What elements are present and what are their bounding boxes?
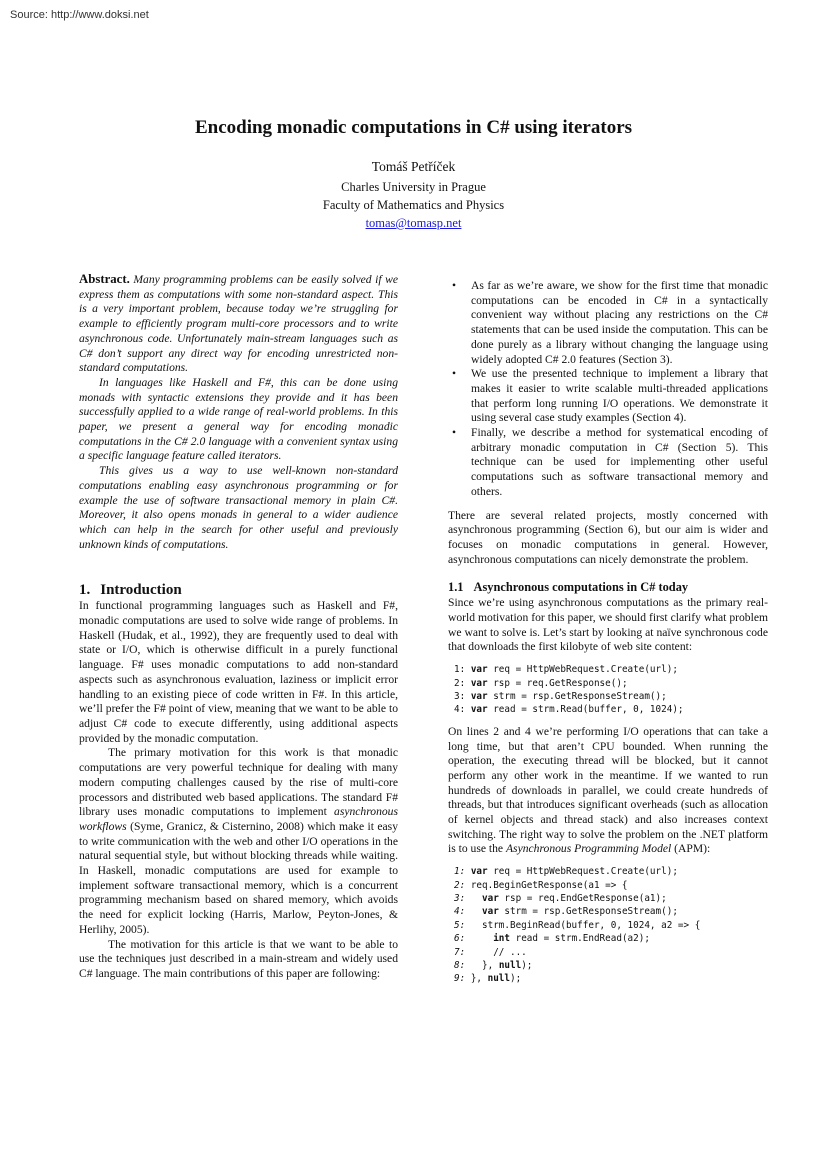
code-line: 7: // ... [454,946,527,958]
async-paragraph-2-emphasis: Asynchronous Programming Model [505,842,672,856]
author-block [0,158,827,232]
subsection-heading-async [448,579,768,595]
author-email-link[interactable]: tomas@tomasp.net [365,216,462,230]
section-number: 1. [79,582,91,599]
code-listing-sync [454,663,768,717]
intro-paragraph-2-text-b: (Syme, Granicz, & Cisternino, 2008) which make it easy to write communication with the web and other I/O operations in the natural sequential style, but without blocking threads while waiting. In Haskell, monadic computations are used for example to implement software transactional memory, which is a concurrent programming mechanism based on shared memory, which avoids the need for explicit locking (Harris, Marlow, Peyton-Jones, & Herlihy, 2005). [79,819,398,936]
code-line: 3: var strm = rsp.GetResponseStream(); [454,690,667,702]
intro-paragraph-3: The motivation for this article is that we want to be able to use the techniques just described in a main-stream and widely used C# language. The main contributions of this paper are following: [79,937,398,980]
code-line: 2: req.BeginGetResponse(a1 => { [454,879,628,891]
intro-paragraph-2 [79,746,398,937]
abstract-paragraph-3: This gives us a way to use well-known non-standard computations enabling easy asynchronous programming or for example the use of software transactional memory in plain C#. Moreover, it also opens monads in general to a wider audience which can help in the search for other useful and previously unknown kinds of computations. [79,464,398,551]
async-paragraph-2-text-b: (APM): [671,842,711,856]
code-line: 8: }, null); [454,959,533,971]
list-item-text: Finally, we describe a method for systematical encoding of arbitrary monadic computation in C# (Section 5). This technique can be used for implementing other useful computations such as software transactional memory and others. [471,426,768,498]
code-line: 2: var rsp = req.GetResponse(); [454,677,628,689]
list-item [448,279,768,367]
list-item-text: As far as we’re aware, we show for the first time that monadic computations can be encoded in C# in a syntactically convenient way without placing any restrictions on the C# statements that can be used inside the computation. This can be done purely as a library without changing the language using widely adopted C# 2.0 features (Section 3). [471,279,768,366]
intro-paragraph-1: In functional programming languages such as Haskell and F#, monadic computations are used to solve wide range of problems. In Haskell (Hudak, et al., 1992), they are frequently used to deal with state or I/O, which is otherwise difficult in a purely functional language. F# uses monadic computations to add non-standard aspects such as asynchronous evaluation, laziness or implicit error handling to an existing piece of code written in F#. In this article, we’ll prefer the F# point of view, meaning that we want to be able to adjust C# code to execute differently, using additional aspects provided by the monadic computation. [79,599,398,745]
code-line: 5: strm.BeginRead(buffer, 0, 1024, a2 => { [454,919,701,931]
code-listing-apm [454,865,768,986]
async-paragraph-2 [448,725,768,857]
abstract-paragraph-1: Many programming problems can be easily solved if we express them as computations with some non-standard aspect. This is a very important problem, because today we’re struggling for example to efficiently program multi-core processors and to write asynchronous code. Unfortunately main-stream languages such as C# don’t support any direct way for encoding unrestricted non-standard computations. [79,273,398,375]
list-item [448,426,768,500]
bullet-icon: • [452,279,457,292]
paper-title: Encoding monadic computations in C# using iterators [194,117,633,138]
affiliation-university: Charles University in Prague [341,180,486,194]
left-column [79,272,398,982]
list-item-text: We use the presented technique to implement a library that makes it easier to write scalable multi-threaded applications that perform long running I/O operations. We demonstrate it using several case study examples (Section 4). [471,367,768,425]
source-label: Source: http://www.doksi.net [10,9,149,21]
async-paragraph-2-text: On lines 2 and 4 we’re performing I/O operations that can take a long time, but that aren’t CPU bounded. When running the operation, the executing thread will be blocked, but it cannot perform any other work in the meantime. If we wanted to run hundreds of downloads in parallel, we could create hundreds of threads, but that introduces significant overheads (such as allocation of kernel objects and thread stack) and also increases context switching. The right way to solve the problem on the .NET platform is to use the [448,724,768,856]
related-work-paragraph: There are several related projects, mostly concerned with asynchronous programming (Section 6), but our aim is wider and focuses on monadic computations in general. However, asynchronous computations can nicely demonstrate the problem. [448,508,768,566]
section-title: Introduction [100,582,182,599]
right-column [448,279,768,994]
bullet-icon: • [452,426,457,440]
list-item [448,367,768,426]
async-paragraph-1: Since we’re using asynchronous computations as the primary real-world motivation for this paper, we should first clarify what problem we want to solve is. Let’s start by looking at naïve synchronous code that downloads the first kilobyte of web site content: [448,596,768,654]
intro-paragraph-2-emphasis: asynchronous workflows [79,805,398,833]
section-heading-introduction [79,581,398,599]
contributions-list [448,279,768,500]
code-line: 3: var rsp = req.EndGetResponse(a1); [454,892,667,904]
bullet-icon: • [452,367,457,381]
intro-paragraph-2-text: The primary motivation for this work is that monadic computations are very powerful technique for dealing with many modern computing challenges caused by the rise of multi-core processors and distributed web based applications. The standard F# library uses monadic computations to implement [79,746,398,819]
code-line: 4: var read = strm.Read(buffer, 0, 1024); [454,704,684,716]
code-line: 6: int read = strm.EndRead(a2); [454,933,650,945]
code-line: 9: }, null); [454,973,522,985]
abstract-paragraph-2: In languages like Haskell and F#, this can be done using monads with syntactic extensions they provide and it has been successfully applied to a wide range of real-world problems. In this paper, we present a general way for encoding monadic computations in the C# 2.0 language with a convenient syntax using a specific language feature called iterators. [79,375,398,463]
abstract [79,272,398,552]
code-line: 4: var strm = rsp.GetResponseStream(); [454,906,678,918]
code-line: 1: var req = HttpWebRequest.Create(url); [454,866,678,878]
subsection-title: Asynchronous computations in C# today [473,580,689,595]
affiliation-faculty: Faculty of Mathematics and Physics [322,198,505,212]
author-name: Tomáš Petříček [371,159,456,174]
abstract-heading: Abstract. [79,272,130,286]
code-line: 1: var req = HttpWebRequest.Create(url); [454,664,678,676]
subsection-number: 1.1 [448,580,464,595]
